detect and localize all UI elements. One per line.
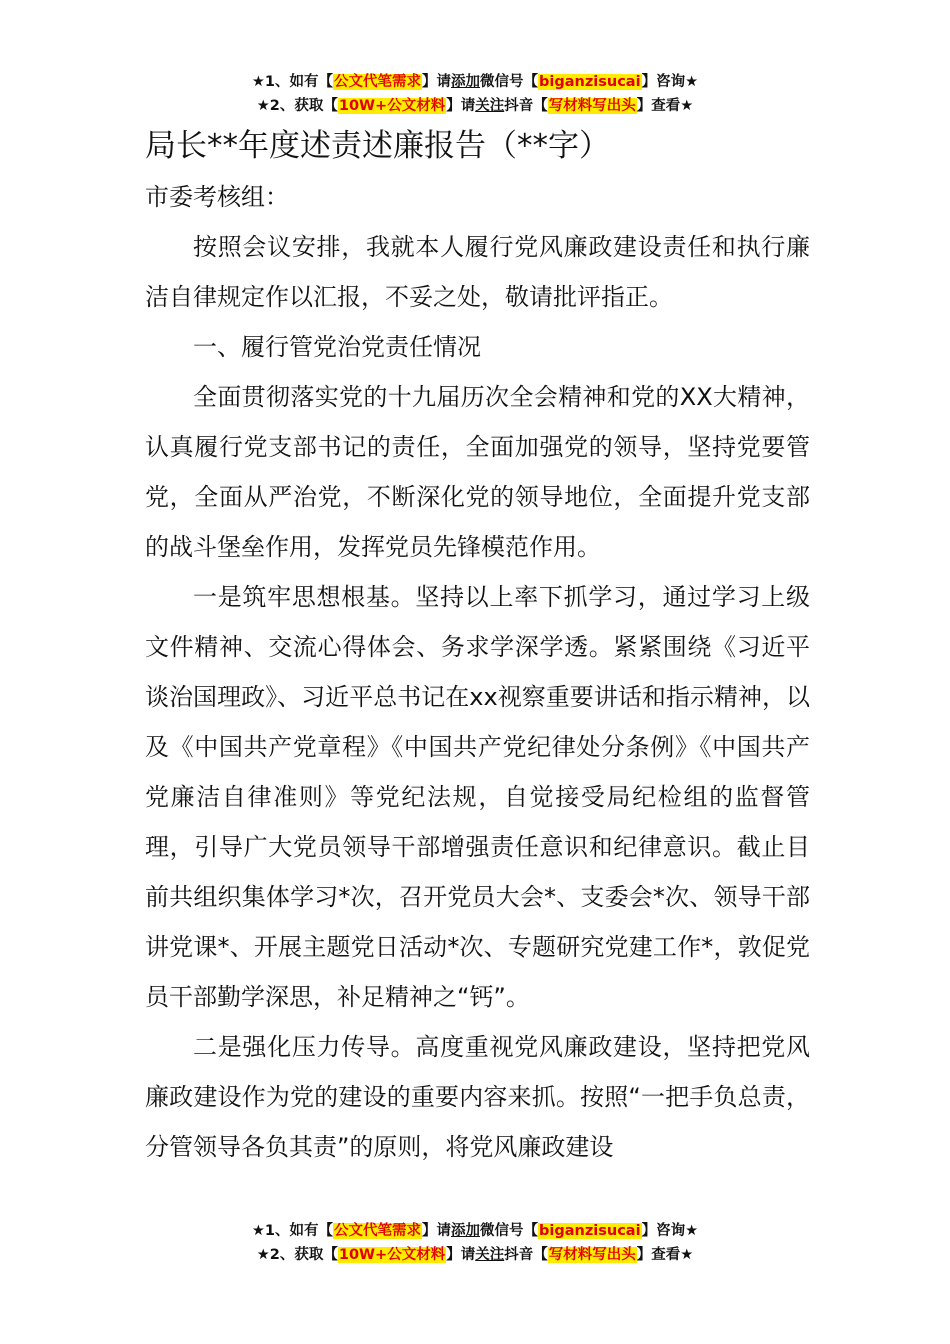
banner-text: 】查看★ [636,1247,694,1263]
banner-line-1 [0,70,950,94]
banner-text-underlined: 添加 [451,74,481,90]
banner-text: ★2、获取【 [256,1247,338,1263]
banner-text: 微信号【 [480,1223,539,1239]
highlight-wechat-id: biganzisucai [539,1223,641,1239]
highlight-ghostwriting: 公文代笔需求 [334,1223,422,1239]
banner-text: 抖音【 [504,1247,548,1263]
paragraph: 全面贯彻落实党的十九届历次全会精神和党的XX大精神，认真履行党支部书记的责任，全面加强党的领导，坚持党要管党，全面从严治党，不断深化党的领导地位，全面提升党支部的战斗堡垒作用，发挥党员先锋模范作用。 [145,383,810,561]
banner-text: 】请 [422,74,452,90]
paragraph: 二是强化压力传导。高度重视党风廉政建设，坚持把党风廉政建设作为党的建设的重要内容来抓。按照“一把手负总责，分管领导各负其责”的原则，将党风廉政建设 [145,1033,810,1161]
banner-text: 】请 [446,1247,476,1263]
banner-text-underlined: 添加 [451,1223,481,1239]
salutation: 市委考核组： [145,183,289,211]
banner-line-2 [0,94,950,118]
highlight-materials: 10W+公文材料 [338,98,446,114]
document-body [145,222,810,1172]
footer-banner [0,1219,950,1267]
header-banner [0,70,950,118]
highlight-ghostwriting: 公文代笔需求 [334,74,422,90]
banner-text-underlined: 关注 [475,98,505,114]
banner-text-underlined: 关注 [475,1247,505,1263]
banner-text: ★2、获取【 [256,98,338,114]
banner-text: ★1、如有【 [251,1223,334,1239]
paragraph-intro: 按照会议安排，我就本人履行党风廉政建设责任和执行廉洁自律规定作以汇报，不妥之处，敬请批评指正。 [145,233,810,311]
banner-text: 】咨询★ [641,74,699,90]
banner-text: ★1、如有【 [251,74,334,90]
highlight-douyin: 写材料写出头 [548,98,636,114]
section-heading: 一、履行管党治党责任情况 [193,333,481,361]
document-title: 局长**年度述责述廉报告（**字） [145,128,610,164]
banner-text: 】请 [446,98,476,114]
banner-text: 】咨询★ [641,1223,699,1239]
banner-text: 】请 [422,1223,452,1239]
banner-text: 】查看★ [636,98,694,114]
banner-text: 抖音【 [504,98,548,114]
banner-line-2 [0,1243,950,1267]
highlight-materials: 10W+公文材料 [338,1247,446,1263]
highlight-douyin: 写材料写出头 [548,1247,636,1263]
paragraph: 一是筑牢思想根基。坚持以上率下抓学习，通过学习上级文件精神、交流心得体会、务求学深学透。紧紧围绕《习近平谈治国理政》、习近平总书记在xx视察重要讲话和指示精神，以及《中国共产党章程》《中国共产党纪律处分条例》《中国共产党廉洁自律准则》等党纪法规，自觉接受局纪检组的监督管理，引导广大党员领导干部增强责任意识和纪律意识。截止目前共组织集体学习*次，召开党员大会*、支委会*次、领导干部讲党课*、开展主题党日活动*次、专题研究党建工作*，敦促党员干部勤学深思，补足精神之“钙”。 [145,583,810,1011]
banner-line-1 [0,1219,950,1243]
banner-text: 微信号【 [480,74,539,90]
highlight-wechat-id: biganzisucai [539,74,641,90]
